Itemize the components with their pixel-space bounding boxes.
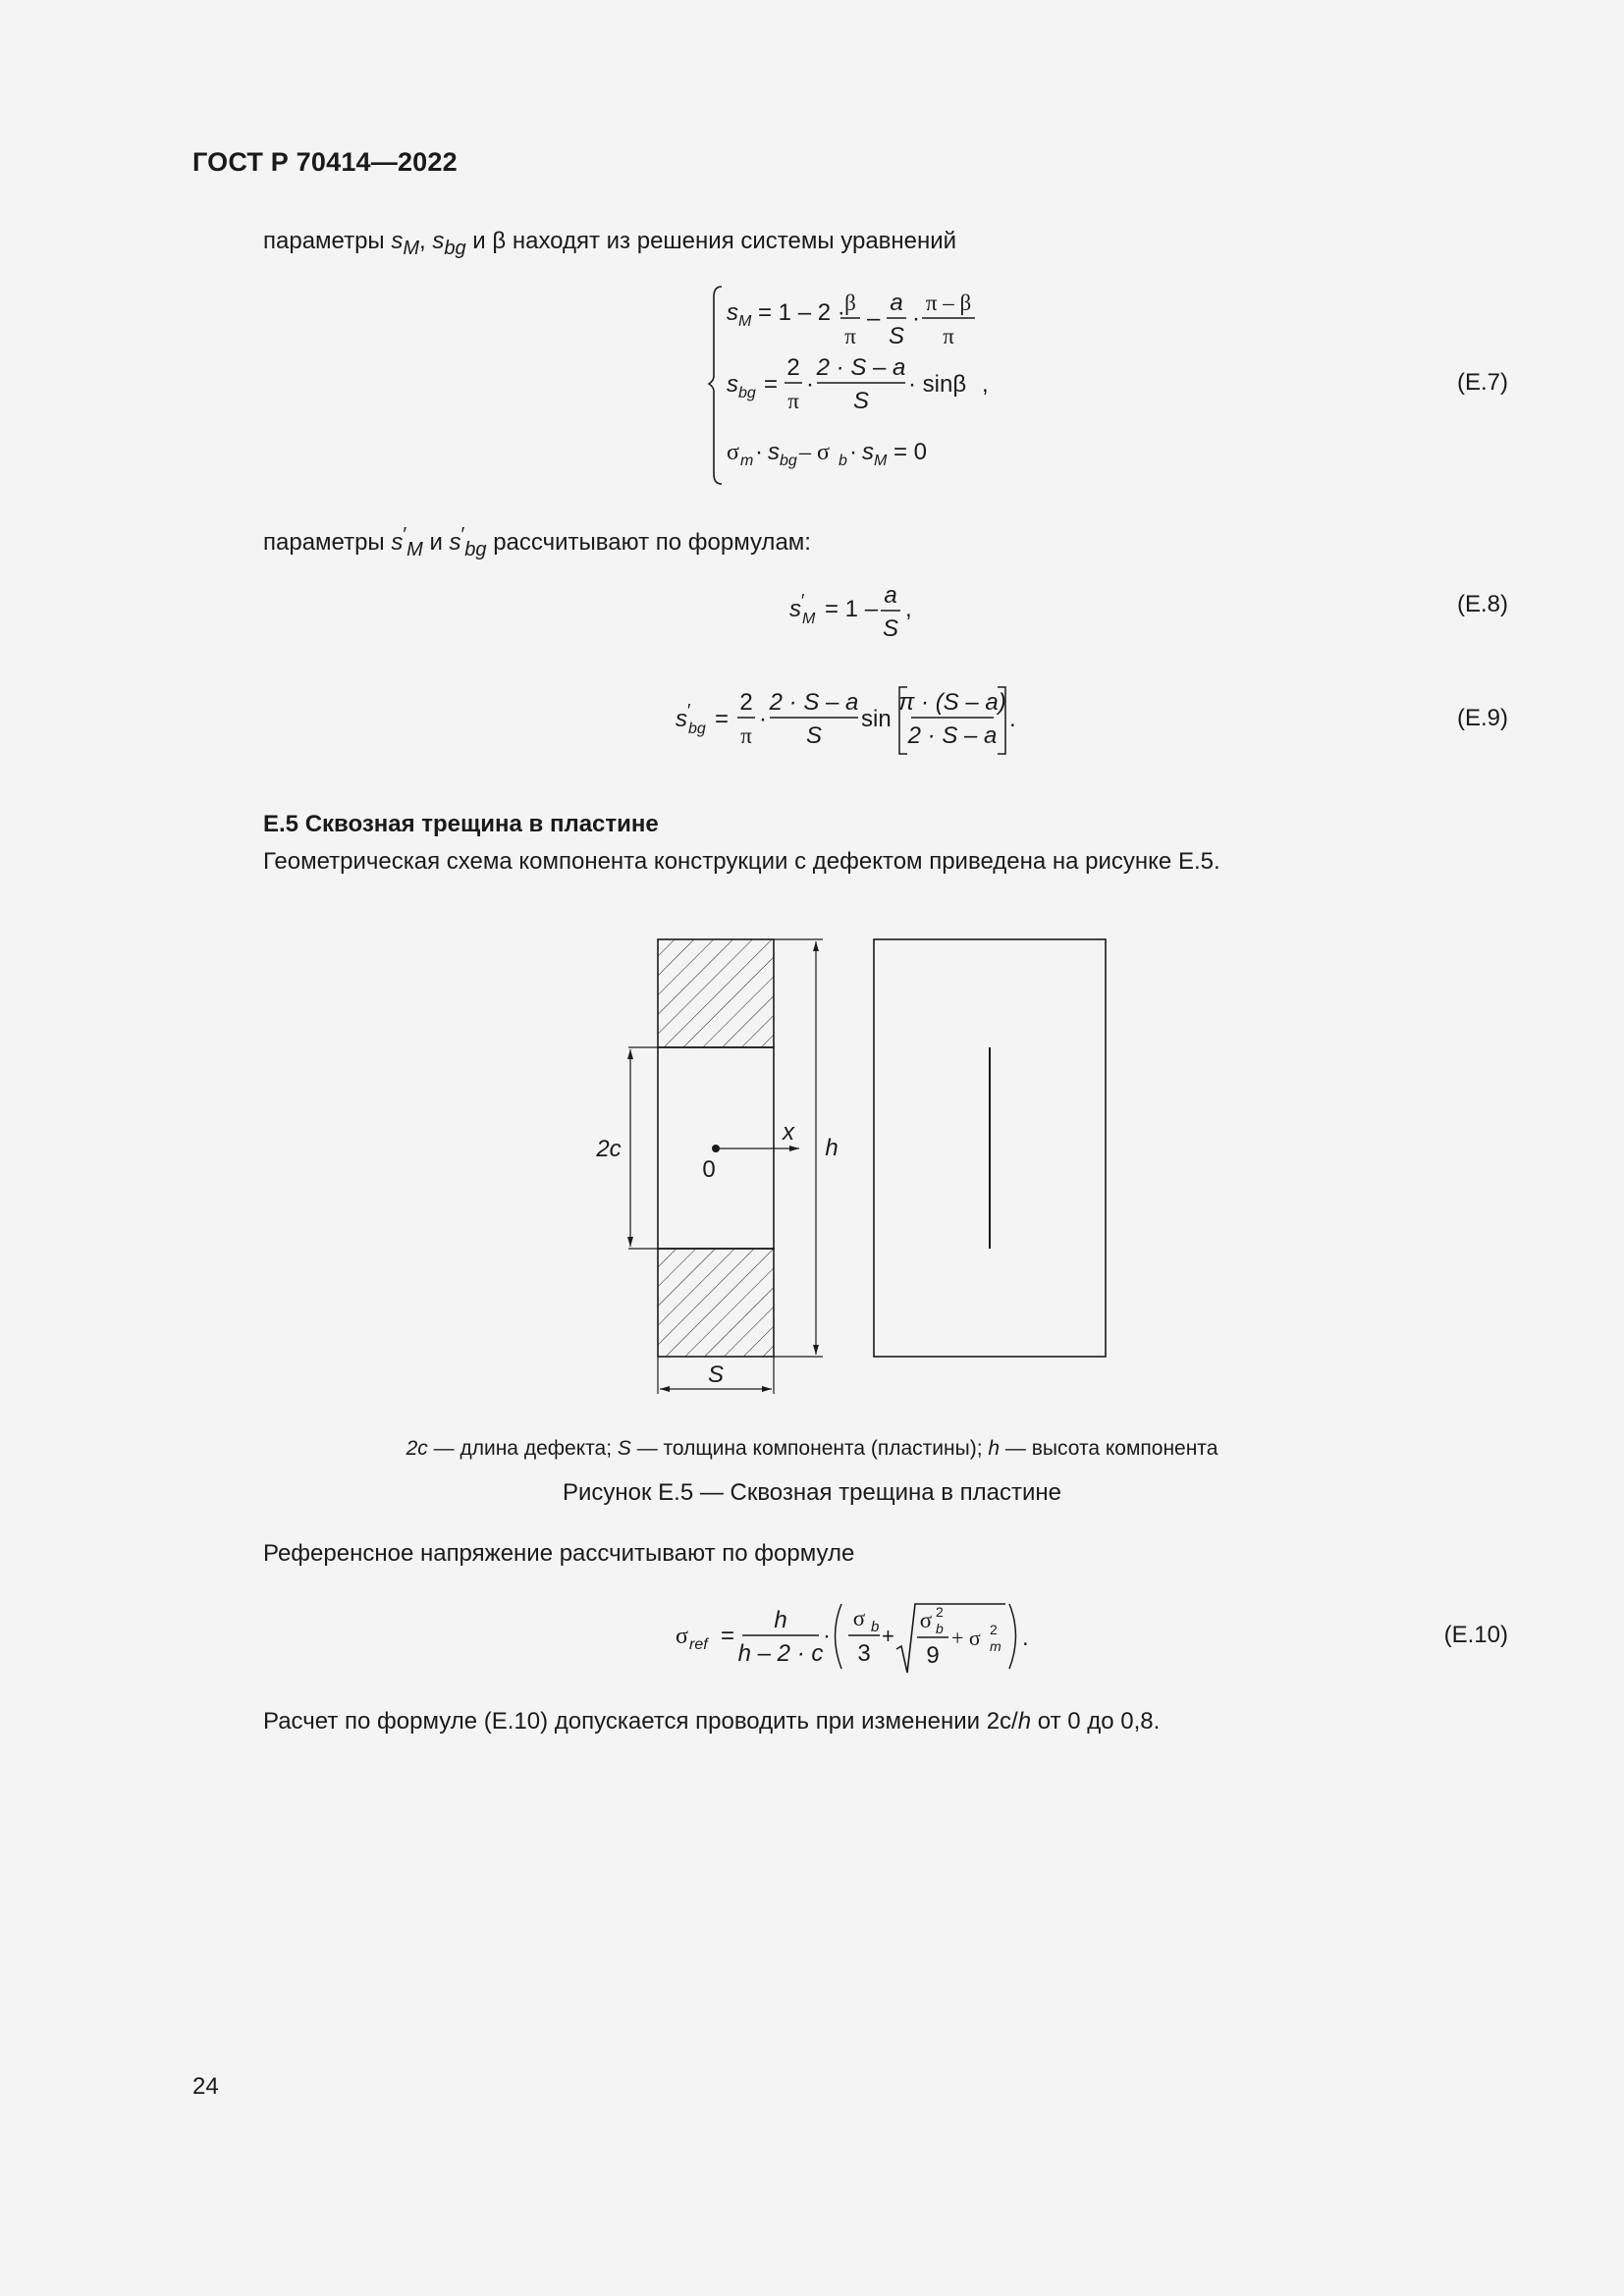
document-header: ГОСТ Р 70414—2022 [192,147,458,177]
text: и β находят из решения системы уравнений [465,228,957,254]
equation-e9 [672,681,1045,760]
text: параметры [263,529,392,556]
eq7-l3-sub-M: M [874,453,888,469]
eq8-sub: M [802,611,816,627]
eq7-l3-eq: = 0 [893,439,928,465]
eq7-l1-f2-den: S [888,323,905,349]
sub-M: M [403,237,420,259]
eq7-l3-dot1: · [755,439,763,465]
eq10-sq-sub: b [936,1621,944,1636]
label-2c: 2c [596,1136,622,1162]
eq9-end: . [1009,706,1016,732]
page-number: 24 [192,2073,219,2100]
text: параметры [263,228,392,254]
eq9-f2-den: S [805,722,823,749]
eq7-l3-sigma: σ [727,440,739,465]
prime: ′ [403,524,407,546]
left-brace [709,287,722,484]
eq7-l2-comma: , [982,371,989,398]
hatched-section-bottom [658,1249,774,1357]
eq7-l1-dot: · [912,305,920,332]
eq9-f1-den: π [740,723,752,748]
eq10-sb-den: 3 [857,1640,871,1667]
eq7-l3-sub-bg: bg [780,453,797,469]
eq7-l2-f1-num: 2 [786,354,800,381]
eq7-l2-sub: bg [738,385,756,401]
sub-M: M [406,538,423,561]
eq9-f2-num: 2 · S – a [769,689,859,716]
var-s: s [391,228,404,254]
eq7-l3-s: s [768,439,780,465]
paragraph-reference-stress: Референсное напряжение рассчитывают по формуле [263,1540,855,1567]
eq7-l1-sub: M [738,313,752,330]
eq10-sb-num: σ [852,1606,866,1630]
text: , [419,228,433,254]
figure-caption: Рисунок Е.5 — Сквозная трещина в пластине [562,1479,1062,1506]
equation-e10 [672,1598,1045,1679]
eq7-l3-sub-b: b [839,453,847,469]
text: и [422,529,450,556]
eq7-l1-s: s [727,299,738,326]
var-h: h [1017,1708,1032,1735]
paragraph-geometry: Геометрическая схема компонента конструкции с дефектом приведена на рисунке Е.5. [263,848,1220,875]
sub-bg: bg [444,237,466,259]
var-s: s [391,529,404,556]
eq10-sub-ref: ref [689,1636,708,1653]
eq10-sm-sub: m [990,1638,1001,1654]
eq10-dot: · [823,1623,831,1649]
left-paren [836,1604,842,1669]
legend-text: — толщина компонента (пластины); [630,1437,989,1460]
eq8-f-num: a [884,582,897,609]
eq9-f1-num: 2 [739,689,753,716]
eq7-l1-f3-den: π [943,324,954,348]
eq7-l1-f3-num: π – β [925,291,972,315]
eq7-l2-f2-num: 2 · S – a [816,354,906,381]
eq9-sub: bg [688,721,706,737]
eq7-l1-eq: = 1 – 2 · [758,299,845,326]
eq9-prime: ′ [687,701,691,721]
eq9-s: s [676,706,687,732]
eq7-l2-tail: · sinβ [908,371,967,398]
eq7-l2-f1-den: π [787,389,799,413]
legend-var: h [988,1437,1001,1460]
eq7-l1-f1-num: β [844,291,856,315]
section-heading: Е.5 Сквозная трещина в пластине [263,811,659,837]
legend-var: 2c [406,1437,428,1460]
figure-legend [321,1437,1303,1461]
eq7-l2-f2-den: S [852,388,870,414]
label-origin: 0 [702,1156,716,1183]
eq7-l2-s: s [727,371,738,398]
eq7-l1-f1-den: π [844,324,856,348]
eq8-f-den: S [882,615,899,642]
eq8-comma: , [905,596,912,622]
prime: ′ [460,524,465,546]
paragraph-parameters-system [263,228,956,260]
eq10-plus: + [882,1624,894,1648]
paragraph-parameters-formulas [263,524,811,561]
right-paren [1009,1604,1016,1669]
equation-e8 [785,577,933,648]
eq10-eq: = [721,1623,735,1649]
sub-bg: bg [464,538,487,561]
eq10-sigma: σ [676,1624,688,1649]
eq10-sq-den: 9 [926,1642,940,1669]
eq7-l1-f2-num: a [890,290,903,316]
equation-number-e8: (Е.8) [1456,591,1508,617]
equation-e7 [707,283,1041,494]
figure-e5 [569,928,1119,1399]
eq10-sq-sup: 2 [936,1604,944,1620]
eq7-l3-minus: – σ [799,440,830,465]
eq10-sm-sup: 2 [990,1622,998,1637]
eq7-l2-dot: · [806,371,814,398]
eq9-eq: = [715,706,730,732]
eq7-l3-s2: s [862,439,874,465]
label-S: S [707,1362,725,1388]
legend-text: — длина дефекта; [427,1437,618,1460]
eq9-dot: · [759,706,767,732]
eq9-sin: sin [861,706,892,732]
eq9-f3-den: 2 · S – a [907,722,998,749]
eq10-sb-sub: b [871,1619,880,1635]
eq10-f1-num: h [774,1607,787,1633]
equation-number-e10: (Е.10) [1443,1622,1508,1648]
eq10-end: . [1022,1625,1029,1651]
equation-number-e7: (Е.7) [1456,369,1508,396]
eq8-prime: ′ [801,591,805,611]
eq7-l3-dot2: · [849,439,857,465]
text: рассчитывают по формулам: [486,529,811,556]
var-s: s [432,228,445,254]
eq7-l1-minus: – [867,305,881,332]
eq7-l3-sub-m: m [740,453,754,469]
text: от 0 до 0,8. [1031,1708,1161,1735]
eq10-sq-num: σ [919,1608,933,1632]
eq10-plus2: + σ [951,1626,981,1650]
hatched-section-top [658,939,774,1047]
eq10-f1-den: h – 2 · c [737,1640,824,1667]
legend-text: — высота компонента [1000,1437,1218,1460]
label-x: x [783,1119,794,1146]
text: Расчет по формуле (Е.10) допускается проводить при изменении 2c/ [263,1708,1018,1735]
eq8-s: s [789,596,801,622]
paragraph-applicability [263,1708,1160,1735]
eq7-l2-eq: = [764,371,779,398]
label-h: h [825,1135,839,1161]
eq9-f3-num: π · (S – a) [898,689,1006,716]
legend-var: S [617,1437,631,1460]
equation-number-e9: (Е.9) [1456,705,1508,731]
eq8-eq: = 1 – [825,596,879,622]
var-s: s [449,529,461,556]
